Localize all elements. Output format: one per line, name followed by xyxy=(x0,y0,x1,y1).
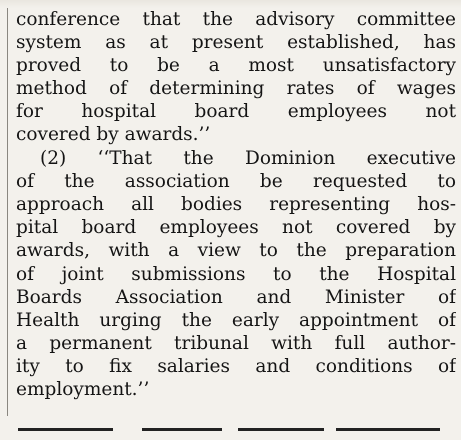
text-line: covered by awards.’’ xyxy=(16,124,211,145)
text-line: ity to fix salaries and conditions of xyxy=(16,356,456,377)
newspaper-article xyxy=(0,6,461,420)
text-line: Boards Association and Minister of xyxy=(16,287,456,308)
text-line: proved to be a most unsatisfactory xyxy=(16,55,456,76)
text-line: conference that the advisory committee xyxy=(16,9,456,30)
text-line: of joint submissions to the Hospital xyxy=(16,264,456,285)
text-line: of the association be requested to xyxy=(16,171,456,192)
text-line: awards, with a view to the preparation xyxy=(16,240,456,261)
text-line: method of determining rates of wages xyxy=(16,78,456,99)
column-separator-rule xyxy=(0,428,461,432)
text-line: a permanent tribunal with full author- xyxy=(16,333,456,354)
text-line: approach all bodies representing hos- xyxy=(16,194,456,215)
text-line: pital board employees not covered by xyxy=(16,217,456,238)
text-line: Health urging the early appointment of xyxy=(16,310,456,331)
text-line: (2) ‘‘That the Dominion executive xyxy=(40,148,456,169)
text-line: for hospital board employees not xyxy=(16,101,456,122)
text-line: system as at present established, has xyxy=(16,32,456,53)
text-line: employment.’’ xyxy=(16,379,150,400)
